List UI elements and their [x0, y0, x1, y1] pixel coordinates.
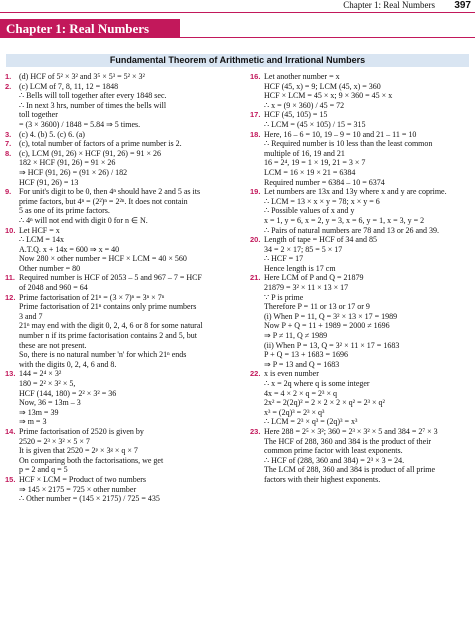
solution-line: Prime factorisation of 21ⁿ contains only prime numbers: [19, 302, 197, 312]
solution-line: ⇒ P = 13 and Q = 1683: [264, 359, 340, 369]
solution-line: 21879 = 3² × 11 × 13 × 17: [264, 283, 349, 293]
solution-number: 2.: [5, 81, 12, 91]
solution-line: On comparing both the factorisations, we get: [19, 455, 164, 465]
solution-line: 4x = 4 × 2 × q = 2³ × q: [264, 388, 337, 398]
solution-number: 11.: [5, 273, 16, 283]
solution-line: (ii) When P = 13, Q = 3² × 11 × 17 = 1683: [264, 340, 400, 350]
solution-line: HCF × LCM = Product of two numbers: [19, 474, 147, 484]
solution-number: 18.: [250, 129, 261, 139]
solution-line: with the digits 0, 2, 4, 6 and 8.: [19, 359, 117, 369]
solution-number: 19.: [250, 187, 261, 197]
solution-line: Hence length is 17 cm: [264, 263, 336, 273]
solution-line: P + Q = 13 + 1683 = 1696: [264, 350, 348, 360]
solution-line: ∴ Other number = (145 × 2175) / 725 = 435: [19, 494, 160, 504]
solution-line: x = 1, y = 6, x = 2, y = 3, x = 6, y = 1, x = 3, y = 2: [264, 215, 425, 225]
solution-item: [250, 369, 472, 427]
solution-item: [5, 82, 237, 130]
solution-line: HCF × LCM = 45 × x; 9 × 360 = 45 × x: [264, 91, 393, 101]
solution-line: Let numbers are 13x and 13y where x and y are coprime.: [264, 187, 447, 197]
solution-line: So, there is no natural number 'n' for which 21ⁿ ends: [19, 350, 187, 360]
solution-item: [250, 130, 472, 188]
solution-line: ⇒ m = 3: [19, 417, 47, 427]
solution-line: these are not present.: [19, 340, 87, 350]
solution-item: [250, 187, 472, 235]
solution-line: ∴ Bells will toll together after every 1848 sec.: [19, 91, 167, 101]
solution-line: 3 and 7: [19, 311, 43, 321]
solution-line: HCF (45, x) = 9; LCM (45, x) = 360: [264, 81, 381, 91]
solution-number: 10.: [5, 225, 16, 235]
solution-item: [5, 369, 237, 427]
solution-line: (d) HCF of 5² × 3² and 3⁵ × 5³ = 5² × 3²: [19, 72, 145, 81]
solution-line: ∴ Possible values of x and y: [264, 206, 355, 216]
solution-line: ∴ LCM = 2³ × q³ = (2q)³ = x³: [264, 417, 358, 427]
running-title: Chapter 1: Real Numbers: [343, 0, 435, 10]
solution-number: 14.: [5, 426, 16, 436]
solution-line: toll together: [19, 110, 58, 120]
solution-line: 34 = 2 × 17; 85 = 5 × 17: [264, 244, 343, 254]
solution-line: ∴ x = (9 × 360) / 45 = 72: [264, 100, 345, 110]
solution-line: factors with their highest exponents.: [264, 474, 381, 484]
solution-line: ∴ Required number is 10 less than the least common: [264, 139, 433, 149]
solution-number: 17.: [250, 110, 261, 120]
solution-line: Here, 16 – 6 = 10, 19 – 9 = 10 and 21 – 11 = 10: [264, 129, 417, 139]
solution-line: x is even number: [264, 369, 319, 379]
solution-number: 16.: [250, 72, 261, 81]
chapter-title: Chapter 1: Real Numbers: [0, 19, 180, 38]
solution-number: 12.: [5, 292, 16, 302]
solution-line: ⇒ HCF (91, 26) = (91 × 26) / 182: [19, 167, 128, 177]
solution-line: The LCM of 288, 360 and 384 is product of all prime: [264, 465, 436, 475]
solution-line: Now 280 × other number = HCF × LCM = 40 × 560: [19, 254, 187, 264]
solution-item: [5, 273, 237, 292]
solution-line: Here 288 = 2⁵ × 3²; 360 = 2³ × 3² × 5 and 384 = 2⁷ × 3: [264, 426, 438, 436]
solution-line: ∴ Pairs of natural numbers are 78 and 13 or 26 and 39.: [264, 225, 440, 235]
solution-line: 21ⁿ may end with the digit 0, 2, 4, 6 or 8 for some natural: [19, 321, 203, 331]
solution-item: [250, 110, 472, 129]
solution-item: [250, 235, 472, 273]
solution-line: Here LCM of P and Q = 21879: [264, 273, 364, 283]
solution-item: [5, 475, 237, 504]
solution-line: The HCF of 288, 360 and 384 is the product of their: [264, 436, 432, 446]
solution-line: ∴ LCM = (45 × 105) / 15 = 315: [264, 119, 366, 129]
running-header: [0, 0, 475, 12]
solution-number: 23.: [250, 426, 261, 436]
solution-line: ⇒ P ≠ 11, Q ≠ 1989: [264, 331, 328, 341]
solution-line: number n if its prime factorisation contains 2 and 5, but: [19, 331, 197, 341]
solution-line: ∴ x = 2q where q is some integer: [264, 379, 370, 388]
header-rule: [0, 12, 475, 13]
solution-item: [5, 130, 237, 140]
solution-line: ∴ LCM = 13 × x × y = 78; x × y = 6: [264, 196, 380, 206]
solution-line: ⇒ 145 × 2175 = 725 × other number: [19, 484, 137, 494]
solution-line: Now, 36 = 13m – 3: [19, 398, 81, 408]
solution-line: Prime factorisation of 2520 is given by: [19, 426, 144, 436]
solution-line: of 2048 and 960 = 64: [19, 283, 88, 293]
solution-item: [5, 72, 237, 82]
solution-item: [5, 149, 237, 187]
solution-item: [5, 226, 237, 274]
solution-line: (c) 4. (b) 5. (c) 6. (a): [19, 129, 85, 139]
solution-line: 144 = 2⁴ × 3²: [19, 369, 62, 379]
solution-item: [5, 139, 237, 149]
solution-line: Length of tape = HCF of 34 and 85: [264, 235, 377, 245]
solution-line: 182 × HCF (91, 26) = 91 × 26: [19, 158, 116, 168]
solution-line: LCM = 16 × 19 × 21 = 6384: [264, 167, 356, 177]
solution-line: (c) LCM of 7, 8, 11, 12 = 1848: [19, 81, 119, 91]
solution-line: 180 = 2² × 3² × 5,: [19, 379, 76, 388]
solution-item: [250, 427, 472, 485]
solution-line: common prime factor with least exponents.: [264, 446, 403, 456]
solution-line: Required number = 6384 – 10 = 6374: [264, 177, 385, 187]
solution-line: multiple of 16, 19 and 21: [264, 148, 345, 158]
solution-number: 8.: [5, 148, 12, 158]
section-title: Fundamental Theorem of Arithmetic and Irrational Numbers: [6, 54, 469, 67]
solution-line: HCF (45, 105) = 15: [264, 110, 328, 120]
solution-item: [250, 273, 472, 369]
page-number: 397: [454, 0, 471, 11]
solution-number: 9.: [5, 187, 12, 197]
solution-line: x³ = (2q)³ = 2³ × q³: [264, 407, 325, 417]
solution-number: 20.: [250, 235, 261, 245]
chapter-rule: [180, 37, 475, 38]
solution-line: ∴ 4ⁿ will not end with digit 0 for n ∈ N.: [19, 215, 148, 225]
solution-line: ⇒ 13m = 39: [19, 407, 59, 417]
solution-line: 2520 = 2³ × 3² × 5 × 7: [19, 436, 90, 446]
solution-line: 2x² = 2(2q)² = 2 × 2 × 2 × q² = 2³ × q²: [264, 398, 385, 408]
solution-line: Required number is HCF of 2053 – 5 and 967 – 7 = HCF: [19, 273, 202, 283]
solution-line: prime factors, but 4ⁿ = (2²)ⁿ = 2²ⁿ. It does not contain: [19, 196, 188, 206]
solution-line: Now P + Q = 11 + 1989 = 2000 ≠ 1696: [264, 321, 390, 331]
solution-item: [250, 72, 472, 110]
solution-line: HCF (91, 26) = 13: [19, 177, 79, 187]
solution-number: 21.: [250, 273, 261, 283]
solution-number: 22.: [250, 369, 261, 379]
solution-line: 5 as one of its prime factors.: [19, 206, 110, 216]
solution-number: 15.: [5, 474, 16, 484]
solution-line: It is given that 2520 = 2ᵖ × 3ᵍ × q × 7: [19, 446, 138, 456]
solution-line: Prime factorisation of 21ⁿ = (3 × 7)ⁿ = 3ⁿ × 7ⁿ: [19, 292, 165, 302]
solution-line: Other number = 80: [19, 263, 81, 273]
solution-item: [5, 187, 237, 225]
solution-line: A.T.Q. x + 14x = 600 ⇒ x = 40: [19, 244, 120, 254]
solution-line: (c), LCM (91, 26) × HCF (91, 26) = 91 × 26: [19, 148, 161, 158]
solution-line: ∵ P is prime: [264, 292, 304, 302]
solution-number: 3.: [5, 129, 12, 139]
left-column: [5, 72, 237, 504]
solution-item: [5, 427, 237, 475]
solution-line: ∴ HCF = 17: [264, 254, 304, 264]
solution-line: HCF (144, 180) = 2² × 3² = 36: [19, 388, 117, 398]
solution-line: ∴ HCF of (288, 360 and 384) = 2³ × 3 = 24.: [264, 455, 405, 465]
solution-number: 1.: [5, 72, 12, 81]
solution-line: p = 2 and q = 5: [19, 465, 68, 475]
solution-number: 13.: [5, 369, 16, 379]
solution-number: 7.: [5, 139, 12, 149]
solution-line: Let HCF = x: [19, 225, 60, 235]
solution-line: (c), total number of factors of a prime number is 2.: [19, 139, 182, 149]
solution-line: Therefore P = 11 or 13 or 17 or 9: [264, 302, 370, 312]
solution-line: 16 = 2⁴, 19 = 1 × 19, 21 = 3 × 7: [264, 158, 366, 168]
right-column: [250, 72, 472, 485]
solution-item: [5, 293, 237, 370]
solution-line: For unit's digit to be 0, then 4ⁿ should have 2 and 5 as its: [19, 187, 201, 197]
solution-line: Let another number = x: [264, 72, 340, 81]
solution-line: ∴ In next 3 hrs, number of times the bells will: [19, 100, 167, 110]
solution-line: (i) When P = 11, Q = 3² × 13 × 17 = 1989: [264, 311, 398, 321]
solution-line: = (3 × 3600) / 1848 = 5.84 ⇒ 5 times.: [19, 119, 141, 129]
solution-line: ∴ LCM = 14x: [19, 235, 64, 245]
